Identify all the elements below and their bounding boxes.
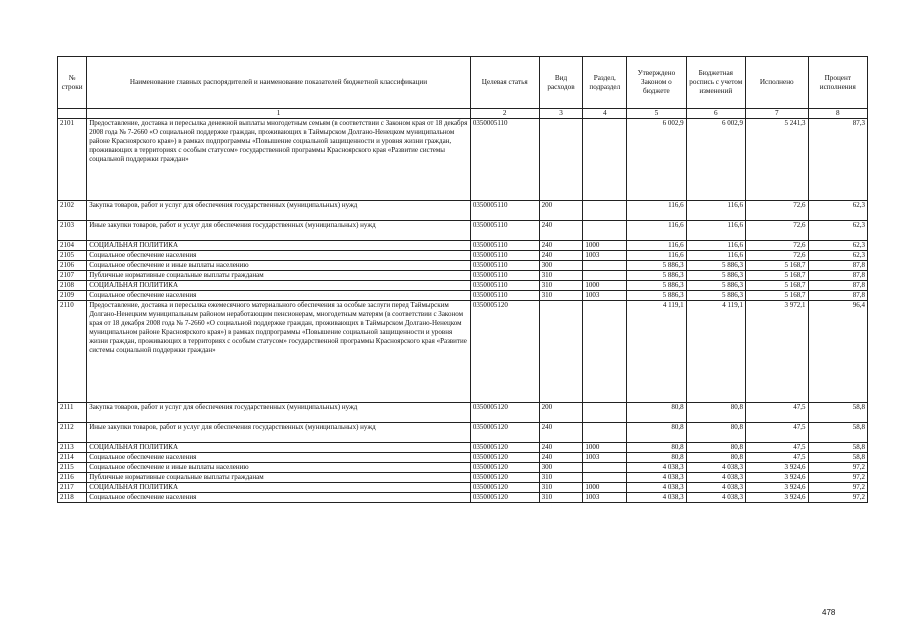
table-row (58, 251, 868, 261)
section-cell: 1000 (583, 443, 627, 453)
approved-amount-cell: 5 886,3 (627, 291, 686, 301)
approved-amount-cell: 6 002,9 (627, 119, 686, 201)
column-number-blank (58, 109, 87, 119)
target-article-cell: 0350005110 (470, 221, 539, 241)
executed-amount-cell: 5 168,7 (745, 261, 808, 271)
section-cell: 1000 (583, 483, 627, 493)
row-name-cell: Социальное обеспечение населения (87, 251, 471, 261)
row-number-cell: 2116 (58, 473, 87, 483)
header-schedule: Бюджетная роспись с учетом изменений (686, 57, 745, 109)
target-article-cell: 0350005110 (470, 241, 539, 251)
execution-percent-cell: 87,8 (808, 271, 867, 281)
header-vid: Вид расходов (539, 57, 583, 109)
table-row (58, 473, 868, 483)
row-number-cell: 2113 (58, 443, 87, 453)
row-name-cell: Социальное обеспечение и иные выплаты населению (87, 463, 471, 473)
execution-percent-cell: 97,2 (808, 473, 867, 483)
approved-amount-cell: 116,6 (627, 221, 686, 241)
section-cell: 1003 (583, 453, 627, 463)
expense-type-cell: 200 (539, 201, 583, 221)
expense-type-cell: 240 (539, 453, 583, 463)
expense-type-cell: 300 (539, 463, 583, 473)
schedule-amount-cell: 116,6 (686, 251, 745, 261)
execution-percent-cell: 97,2 (808, 483, 867, 493)
table-row (58, 119, 868, 201)
target-article-cell: 0350005110 (470, 201, 539, 221)
target-article-cell: 0350005120 (470, 301, 539, 403)
header-name: Наименование главных распорядителей и наименование показателей бюджетной классификации (87, 57, 471, 109)
expense-type-cell: 240 (539, 221, 583, 241)
section-cell (583, 221, 627, 241)
schedule-amount-cell: 6 002,9 (686, 119, 745, 201)
approved-amount-cell: 4 119,1 (627, 301, 686, 403)
expense-type-cell: 310 (539, 473, 583, 483)
execution-percent-cell: 58,8 (808, 443, 867, 453)
row-name-cell: Социальное обеспечение населения (87, 291, 471, 301)
schedule-amount-cell: 80,8 (686, 403, 745, 423)
table-row (58, 261, 868, 271)
row-number-cell: 2114 (58, 453, 87, 463)
column-number: 7 (745, 109, 808, 119)
approved-amount-cell: 4 038,3 (627, 483, 686, 493)
header-row-no: № строки (58, 57, 87, 109)
expense-type-cell: 310 (539, 493, 583, 503)
executed-amount-cell: 72,6 (745, 201, 808, 221)
executed-amount-cell: 5 168,7 (745, 271, 808, 281)
table-row (58, 221, 868, 241)
approved-amount-cell: 80,8 (627, 423, 686, 443)
approved-amount-cell: 5 886,3 (627, 261, 686, 271)
column-number: 6 (686, 109, 745, 119)
approved-amount-cell: 5 886,3 (627, 281, 686, 291)
section-cell (583, 301, 627, 403)
approved-amount-cell: 116,6 (627, 251, 686, 261)
expense-type-cell: 310 (539, 483, 583, 493)
row-number-cell: 2101 (58, 119, 87, 201)
row-name-cell: Публичные нормативные социальные выплаты гражданам (87, 473, 471, 483)
section-cell: 1003 (583, 251, 627, 261)
expense-type-cell (539, 119, 583, 201)
approved-amount-cell: 80,8 (627, 403, 686, 423)
section-cell (583, 271, 627, 281)
schedule-amount-cell: 5 886,3 (686, 261, 745, 271)
row-number-cell: 2117 (58, 483, 87, 493)
execution-percent-cell: 87,8 (808, 291, 867, 301)
row-name-cell: Социальное обеспечение и иные выплаты населению (87, 261, 471, 271)
schedule-amount-cell: 80,8 (686, 443, 745, 453)
target-article-cell: 0350005110 (470, 291, 539, 301)
header-razdel: Раздел, подраздел (583, 57, 627, 109)
executed-amount-cell: 47,5 (745, 403, 808, 423)
executed-amount-cell: 5 168,7 (745, 281, 808, 291)
expense-type-cell: 240 (539, 443, 583, 453)
schedule-amount-cell: 4 038,3 (686, 483, 745, 493)
row-name-cell: Социальное обеспечение населения (87, 493, 471, 503)
executed-amount-cell: 3 924,6 (745, 473, 808, 483)
page-number: 478 (822, 608, 836, 617)
header-percent: Процент исполнения (808, 57, 867, 109)
executed-amount-cell: 72,6 (745, 251, 808, 261)
schedule-amount-cell: 80,8 (686, 423, 745, 443)
row-name-cell: Иные закупки товаров, работ и услуг для обеспечения государственных (муниципальных) нужд (87, 221, 471, 241)
schedule-amount-cell: 116,6 (686, 201, 745, 221)
section-cell (583, 423, 627, 443)
table-row (58, 241, 868, 251)
column-number-row (58, 109, 868, 119)
approved-amount-cell: 4 038,3 (627, 473, 686, 483)
row-number-cell: 2106 (58, 261, 87, 271)
row-name-cell: Закупка товаров, работ и услуг для обеспечения государственных (муниципальных) нужд (87, 201, 471, 221)
column-number: 3 (539, 109, 583, 119)
row-number-cell: 2109 (58, 291, 87, 301)
executed-amount-cell: 5 168,7 (745, 291, 808, 301)
target-article-cell: 0350005120 (470, 473, 539, 483)
table-row (58, 271, 868, 281)
row-number-cell: 2118 (58, 493, 87, 503)
target-article-cell: 0350005120 (470, 483, 539, 493)
row-number-cell: 2112 (58, 423, 87, 443)
execution-percent-cell: 58,8 (808, 423, 867, 443)
table-row (58, 443, 868, 453)
schedule-amount-cell: 116,6 (686, 221, 745, 241)
row-name-cell: Социальное обеспечение населения (87, 453, 471, 463)
column-number: 4 (583, 109, 627, 119)
table-header-row (58, 57, 868, 109)
expense-type-cell: 310 (539, 271, 583, 281)
expense-type-cell (539, 301, 583, 403)
schedule-amount-cell: 4 038,3 (686, 463, 745, 473)
column-number: 8 (808, 109, 867, 119)
table-row (58, 423, 868, 443)
section-cell (583, 201, 627, 221)
section-cell: 1003 (583, 493, 627, 503)
target-article-cell: 0350005110 (470, 251, 539, 261)
approved-amount-cell: 80,8 (627, 443, 686, 453)
section-cell (583, 463, 627, 473)
row-number-cell: 2115 (58, 463, 87, 473)
executed-amount-cell: 47,5 (745, 443, 808, 453)
table-row (58, 281, 868, 291)
column-number: 5 (627, 109, 686, 119)
section-cell (583, 473, 627, 483)
target-article-cell: 0350005120 (470, 403, 539, 423)
execution-percent-cell: 58,8 (808, 453, 867, 463)
expense-type-cell: 240 (539, 251, 583, 261)
header-approved: Утверждено Законом о бюджете (627, 57, 686, 109)
target-article-cell: 0350005120 (470, 493, 539, 503)
table-row (58, 201, 868, 221)
row-name-cell: Предоставление, доставка и пересылка денежной выплаты многодетным семьям (в соответствии с Законом края от 18 декабря 2008 года № 7-2660 «О социальной поддержке граждан, проживающих в Таймырском Долгано-Ненецком муниципальном районе Красноярского края») в рамках подпрограммы «Повышение социальной защищенности и уровня жизни граждан, проживающих в территориях с особым статусом» государственной программы Красноярского края «Развитие системы социальной поддержки граждан» (87, 119, 471, 201)
expense-type-cell: 310 (539, 281, 583, 291)
section-cell (583, 403, 627, 423)
section-cell: 1000 (583, 241, 627, 251)
executed-amount-cell: 3 972,1 (745, 301, 808, 403)
execution-percent-cell: 62,3 (808, 221, 867, 241)
executed-amount-cell: 72,6 (745, 221, 808, 241)
table-row (58, 403, 868, 423)
row-number-cell: 2103 (58, 221, 87, 241)
target-article-cell: 0350005120 (470, 443, 539, 453)
target-article-cell: 0350005120 (470, 453, 539, 463)
execution-percent-cell: 96,4 (808, 301, 867, 403)
row-number-cell: 2105 (58, 251, 87, 261)
row-name-cell: Предоставление, доставка и пересылка ежемесячного материального обеспечения за особые заслуги перед Таймырским Долгано-Ненецким муниципальным районом неработающим пенсионерам, многодетным матерям (в соответствии с Законом края от 18 декабря 2008 года № 7-2660 «О социальной поддержке граждан, проживающих в Таймырском Долгано-Ненецком муниципальном районе Красноярского края») в рамках подпрограммы «Повышение социальной защищенности и уровня жизни граждан, проживающих в территориях с особым статусом» государственной программы Красноярского края «Развитие системы социальной поддержки граждан» (87, 301, 471, 403)
column-number: 1 (87, 109, 471, 119)
row-number-cell: 2107 (58, 271, 87, 281)
row-name-cell: Закупка товаров, работ и услуг для обеспечения государственных (муниципальных) нужд (87, 403, 471, 423)
target-article-cell: 0350005120 (470, 423, 539, 443)
budget-execution-table (57, 56, 868, 503)
section-cell: 1000 (583, 281, 627, 291)
section-cell (583, 119, 627, 201)
target-article-cell: 0350005110 (470, 261, 539, 271)
execution-percent-cell: 97,2 (808, 493, 867, 503)
execution-percent-cell: 87,3 (808, 119, 867, 201)
row-number-cell: 2110 (58, 301, 87, 403)
execution-percent-cell: 97,2 (808, 463, 867, 473)
executed-amount-cell: 72,6 (745, 241, 808, 251)
row-name-cell: Иные закупки товаров, работ и услуг для обеспечения государственных (муниципальных) нужд (87, 423, 471, 443)
schedule-amount-cell: 5 886,3 (686, 281, 745, 291)
approved-amount-cell: 4 038,3 (627, 463, 686, 473)
execution-percent-cell: 62,3 (808, 251, 867, 261)
target-article-cell: 0350005110 (470, 271, 539, 281)
schedule-amount-cell: 5 886,3 (686, 271, 745, 281)
table-row (58, 463, 868, 473)
schedule-amount-cell: 4 038,3 (686, 493, 745, 503)
approved-amount-cell: 116,6 (627, 201, 686, 221)
table-row (58, 493, 868, 503)
header-target: Целевая статья (470, 57, 539, 109)
row-name-cell: СОЦИАЛЬНАЯ ПОЛИТИКА (87, 281, 471, 291)
executed-amount-cell: 47,5 (745, 423, 808, 443)
executed-amount-cell: 47,5 (745, 453, 808, 463)
table-body (58, 119, 868, 503)
row-number-cell: 2102 (58, 201, 87, 221)
approved-amount-cell: 5 886,3 (627, 271, 686, 281)
row-name-cell: СОЦИАЛЬНАЯ ПОЛИТИКА (87, 443, 471, 453)
schedule-amount-cell: 80,8 (686, 453, 745, 463)
row-name-cell: Публичные нормативные социальные выплаты гражданам (87, 271, 471, 281)
executed-amount-cell: 5 241,3 (745, 119, 808, 201)
row-number-cell: 2111 (58, 403, 87, 423)
target-article-cell: 0350005110 (470, 119, 539, 201)
schedule-amount-cell: 116,6 (686, 241, 745, 251)
expense-type-cell: 310 (539, 291, 583, 301)
executed-amount-cell: 3 924,6 (745, 463, 808, 473)
expense-type-cell: 240 (539, 423, 583, 443)
approved-amount-cell: 4 038,3 (627, 493, 686, 503)
approved-amount-cell: 80,8 (627, 453, 686, 463)
executed-amount-cell: 3 924,6 (745, 493, 808, 503)
row-number-cell: 2108 (58, 281, 87, 291)
row-number-cell: 2104 (58, 241, 87, 251)
column-number: 2 (470, 109, 539, 119)
expense-type-cell: 200 (539, 403, 583, 423)
schedule-amount-cell: 5 886,3 (686, 291, 745, 301)
header-executed: Исполнено (745, 57, 808, 109)
execution-percent-cell: 62,3 (808, 241, 867, 251)
section-cell (583, 261, 627, 271)
schedule-amount-cell: 4 038,3 (686, 473, 745, 483)
executed-amount-cell: 3 924,6 (745, 483, 808, 493)
approved-amount-cell: 116,6 (627, 241, 686, 251)
execution-percent-cell: 87,8 (808, 281, 867, 291)
execution-percent-cell: 62,3 (808, 201, 867, 221)
execution-percent-cell: 87,8 (808, 261, 867, 271)
schedule-amount-cell: 4 119,1 (686, 301, 745, 403)
table-row (58, 301, 868, 403)
table-row (58, 453, 868, 463)
expense-type-cell: 300 (539, 261, 583, 271)
target-article-cell: 0350005120 (470, 463, 539, 473)
execution-percent-cell: 58,8 (808, 403, 867, 423)
row-name-cell: СОЦИАЛЬНАЯ ПОЛИТИКА (87, 483, 471, 493)
section-cell: 1003 (583, 291, 627, 301)
table-row (58, 483, 868, 493)
target-article-cell: 0350005110 (470, 281, 539, 291)
row-name-cell: СОЦИАЛЬНАЯ ПОЛИТИКА (87, 241, 471, 251)
table-row (58, 291, 868, 301)
expense-type-cell: 240 (539, 241, 583, 251)
